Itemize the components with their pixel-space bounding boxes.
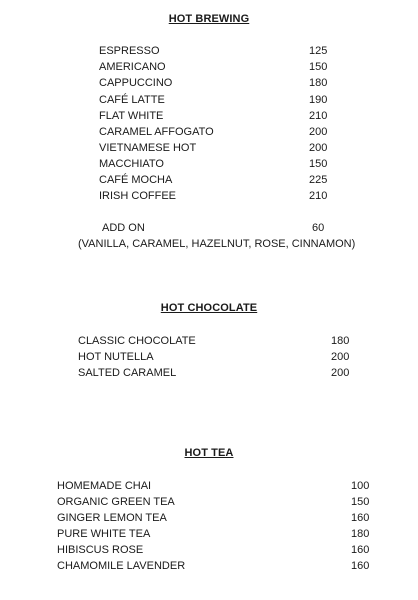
item-name: CLASSIC CHOCOLATE [78,335,196,347]
menu-item [99,76,329,90]
item-name: CAFÉ MOCHA [99,174,173,186]
menu-item [78,366,353,380]
item-price: 160 [351,512,370,524]
menu-item [57,559,372,573]
menu-item [57,495,372,509]
item-name: CARAMEL AFFOGATO [99,126,214,138]
item-price: 125 [309,45,328,57]
menu-item [99,173,329,187]
menu-item [57,479,372,493]
menu-item [99,93,329,107]
menu-item [78,350,353,364]
item-name: MACCHIATO [99,158,164,170]
item-name: HOMEMADE CHAI [57,480,152,492]
section-title-hot-brewing: HOT BREWING [168,13,250,25]
item-price: 180 [309,77,328,89]
addon-options: (VANILLA, CARAMEL, HAZELNUT, ROSE, CINNAMON) [78,238,356,250]
item-name: GINGER LEMON TEA [57,512,167,524]
item-name: IRISH COFFEE [99,190,177,202]
menu-item [57,543,372,557]
menu-item [78,334,353,348]
menu-item [99,60,329,74]
item-price: 150 [351,496,370,508]
item-name: HIBISCUS ROSE [57,544,144,556]
item-name: CAPPUCCINO [99,77,173,89]
item-name: SALTED CARAMEL [78,367,177,379]
item-name: VIETNAMESE HOT [99,142,197,154]
item-price: 100 [351,480,370,492]
item-name: CHAMOMILE LAVENDER [57,560,186,572]
item-price: 210 [309,190,328,202]
menu-item [99,189,329,203]
menu-item [99,109,329,123]
item-name: AMERICANO [99,61,166,73]
menu-item [57,527,372,541]
item-price: 150 [309,61,328,73]
item-price: 200 [331,351,350,363]
section-title-hot-chocolate: HOT CHOCOLATE [160,302,258,314]
item-name: ORGANIC GREEN TEA [57,496,175,508]
item-name: FLAT WHITE [99,110,164,122]
item-price: 200 [309,142,328,154]
item-name: CAFÉ LATTE [99,94,165,106]
addon-price: 60 [312,222,325,234]
item-name: HOT NUTELLA [78,351,154,363]
item-price: 160 [351,560,370,572]
section-title-hot-tea: HOT TEA [184,447,234,459]
item-price: 225 [309,174,328,186]
item-price: 200 [331,367,350,379]
item-price: 160 [351,544,370,556]
item-price: 180 [351,528,370,540]
menu-item [99,125,329,139]
addon-row [102,221,332,235]
menu-item [57,511,372,525]
addon-label: ADD ON [102,222,145,234]
item-name: ESPRESSO [99,45,160,57]
item-price: 180 [331,335,350,347]
item-name: PURE WHITE TEA [57,528,151,540]
menu-item [99,157,329,171]
menu-item [99,141,329,155]
item-price: 210 [309,110,328,122]
item-price: 200 [309,126,328,138]
item-price: 150 [309,158,328,170]
menu-item [99,44,329,58]
item-price: 190 [309,94,328,106]
